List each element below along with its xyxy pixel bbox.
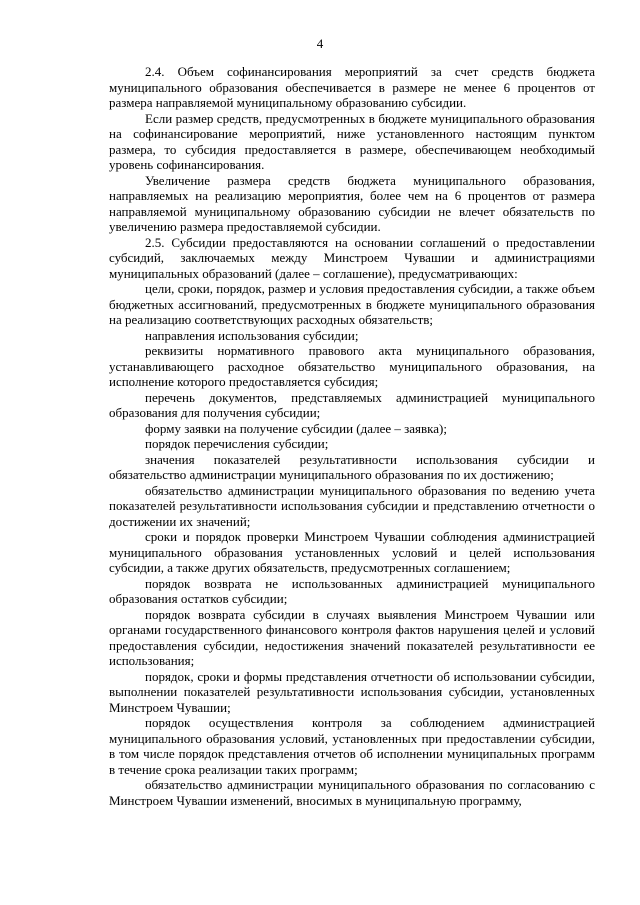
list-item-directions: направления использования субсидии; [145,327,359,343]
list-item-requisites: реквизиты нормативного правового акта муниципального образования, устанавливающего расходное обязательство муниципального образования, на исполнение которого предоставляется субсидия; [109,343,595,389]
list-item-goals: цели, сроки, порядок, размер и условия предоставления субсидии, а также объем бюджетных ассигнований, предусмотренных в бюджете муниципального образования на реализацию соответствующих расходных обязательств; [109,281,595,327]
list-item-violation-return: порядок возврата субсидии в случаях выявления Минстроем Чувашии или органами государственного финансового контроля фактов нарушения целей и условий предоставления субсидии, недостижения значений показателей результативности ее использования; [109,606,595,668]
list-item-transfer-order: порядок перечисления субсидии; [145,436,329,451]
paragraph-2-5: 2.5. Субсидии предоставляются на основании соглашений о предоставлении субсидий, заключаемых между Минстроем Чувашии и администрациями муниципальных образований (далее – соглашение), предусматривающих: [109,234,595,281]
paragraph-increase-funds: Увеличение размера средств бюджета муниципального образования, направляемых на реализацию мероприятия, более чем на 6 процентов от размера направляемой муниципальному образованию субсидии не влечет обязательств по увеличению размера предоставляемой субсидии. [109,172,595,234]
list-item-unused-return: порядок возврата не использованных администрацией муниципального образования остатков субсидии; [109,575,595,606]
list-item-inspection: сроки и порядок проверки Минстроем Чувашии соблюдения администрацией муниципального образования установленных условий и целей использования субсидии, а также других обязательств, предусмотренных соглашением; [109,529,595,575]
list-item-documents: перечень документов, представляемых администрацией муниципального образования для получения субсидии; [109,389,595,420]
list-item-application-form: форму заявки на получение субсидии (далее – заявка); [145,420,447,436]
list-item-program-changes: обязательство администрации муниципального образования по согласованию с Минстроем Чувашии изменений, вносимых в муниципальную программу, [109,777,595,808]
list-item-reporting: порядок, сроки и формы представления отчетности об использовании субсидии, выполнении показателей результативности использования субсидии, установленных Минстроем Чувашии; [109,668,595,715]
paragraph-insufficient-funds: Если размер средств, предусмотренных в бюджете муниципального образования на софинансирование мероприятий, ниже установленного настоящим пунктом размера, то субсидия предоставляется в размере, обеспечивающем необходимый уровень софинансирования. [109,110,595,172]
page-number: 4 [316,36,324,51]
paragraph-2-4: 2.4. Объем софинансирования мероприятий за счет средств бюджета муниципального образования обеспечивается в размере не менее 6 процентов от размера направляемой муниципальному образованию субсидии. [109,64,595,110]
list-item-indicators: значения показателей результативности использования субсидии и обязательство администрации муниципального образования по их достижению; [109,451,595,482]
list-item-control: порядок осуществления контроля за соблюдением администрацией муниципального образования условий, установленных при предоставлении субсидии, в том числе порядок представления отчетов об исполнении муниципальных программ в течение срока реализации таких программ; [109,715,595,777]
list-item-accounting: обязательство администрации муниципального образования по ведению учета показателей результативности использования субсидии и представлению отчетности о достижении их значений; [109,482,595,529]
document-body [109,64,595,808]
